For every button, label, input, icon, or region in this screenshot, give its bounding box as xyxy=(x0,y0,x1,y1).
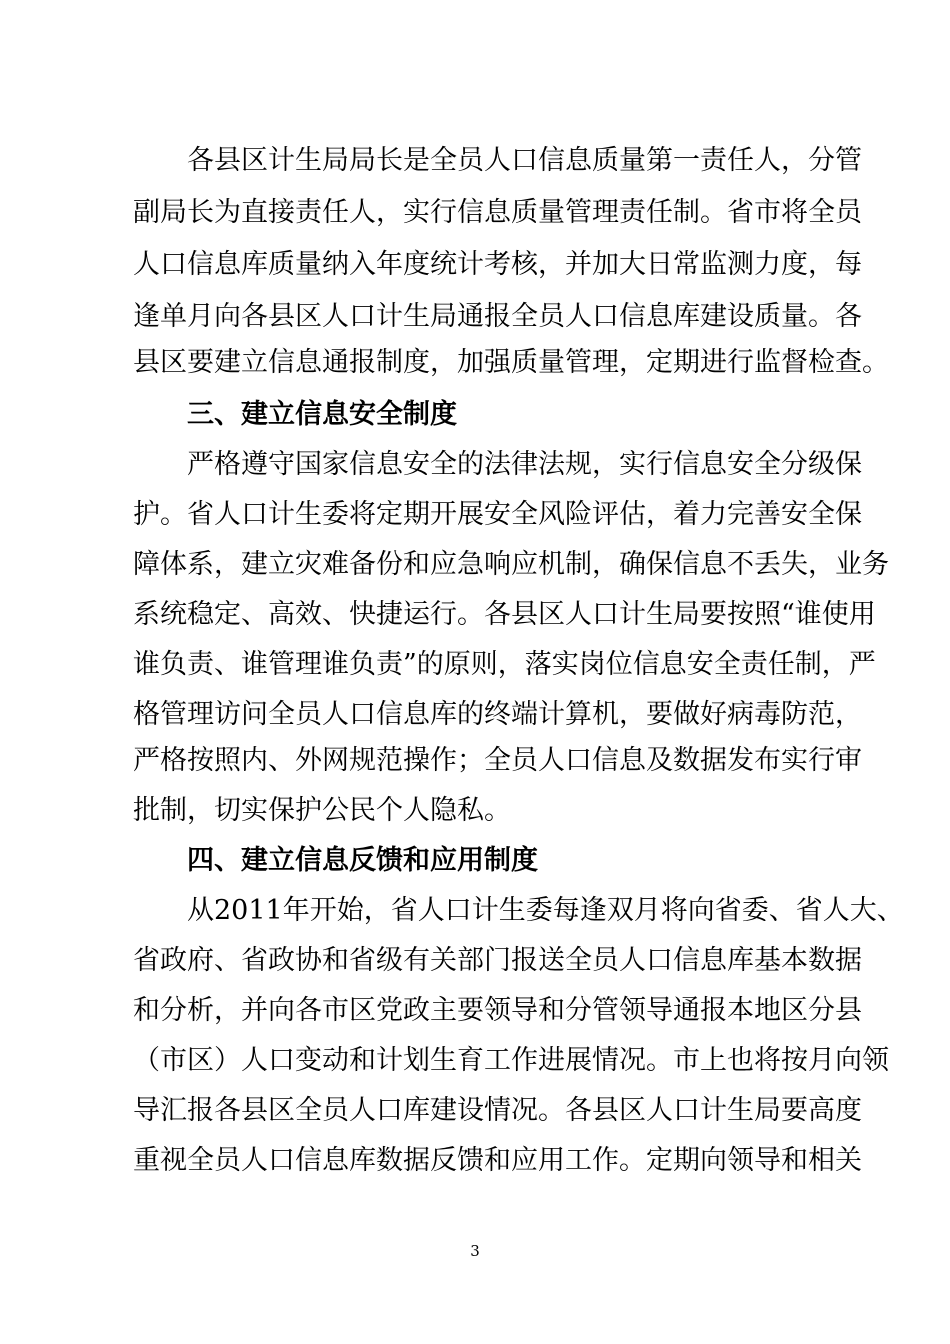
paragraph-2-line-5: 谁负责、谁管理谁负责”的原则，落实岗位信息安全责任制，严 xyxy=(133,649,876,680)
paragraph-1-line-1: 各县区计生局局长是全员人口信息质量第一责任人，分管 xyxy=(187,145,862,176)
paragraph-2-line-6: 格管理访问全员人口信息库的终端计算机，要做好病毒防范， xyxy=(133,699,862,730)
section-heading-3: 三、建立信息安全制度 xyxy=(187,399,457,430)
paragraph-3-line-6: 重视全员人口信息库数据反馈和应用工作。定期向领导和相关 xyxy=(133,1145,862,1176)
paragraph-2-line-8: 批制，切实保护公民个人隐私。 xyxy=(133,795,511,826)
paragraph-3-line-5: 导汇报各县区全员人口库建设情况。各县区人口计生局要高度 xyxy=(133,1095,862,1126)
paragraph-3-line-4: （市区）人口变动和计划生育工作进展情况。市上也将按月向领 xyxy=(133,1045,889,1076)
paragraph-2-line-2: 护。省人口计生委将定期开展安全风险评估，着力完善安全保 xyxy=(133,499,862,530)
paragraph-2-line-4: 系统稳定、高效、快捷运行。各县区人口计生局要按照“谁使用 xyxy=(133,599,876,630)
paragraph-2-line-1: 严格遵守国家信息安全的法律法规，实行信息安全分级保 xyxy=(187,449,862,480)
paragraph-2-line-7: 严格按照内、外网规范操作；全员人口信息及数据发布实行审 xyxy=(133,745,862,776)
paragraph-1-line-4: 逢单月向各县区人口计生局通报全员人口信息库建设质量。各 xyxy=(133,301,862,332)
paragraph-1-line-3: 人口信息库质量纳入年度统计考核，并加大日常监测力度，每 xyxy=(133,249,862,280)
paragraph-3-line-1: 从2011年开始，省人口计生委每逢双月将向省委、省人大、 xyxy=(187,895,904,926)
section-heading-4: 四、建立信息反馈和应用制度 xyxy=(187,845,538,876)
paragraph-1-line-2: 副局长为直接责任人，实行信息质量管理责任制。省市将全员 xyxy=(133,197,862,228)
paragraph-2-line-3: 障体系，建立灾难备份和应急响应机制，确保信息不丢失，业务 xyxy=(133,549,889,580)
paragraph-1-line-5: 县区要建立信息通报制度，加强质量管理，定期进行监督检查。 xyxy=(133,347,889,378)
paragraph-3-line-3: 和分析，并向各市区党政主要领导和分管领导通报本地区分县 xyxy=(133,995,862,1026)
page-number: 3 xyxy=(470,1242,480,1260)
paragraph-3-line-2: 省政府、省政协和省级有关部门报送全员人口信息库基本数据 xyxy=(133,945,862,976)
